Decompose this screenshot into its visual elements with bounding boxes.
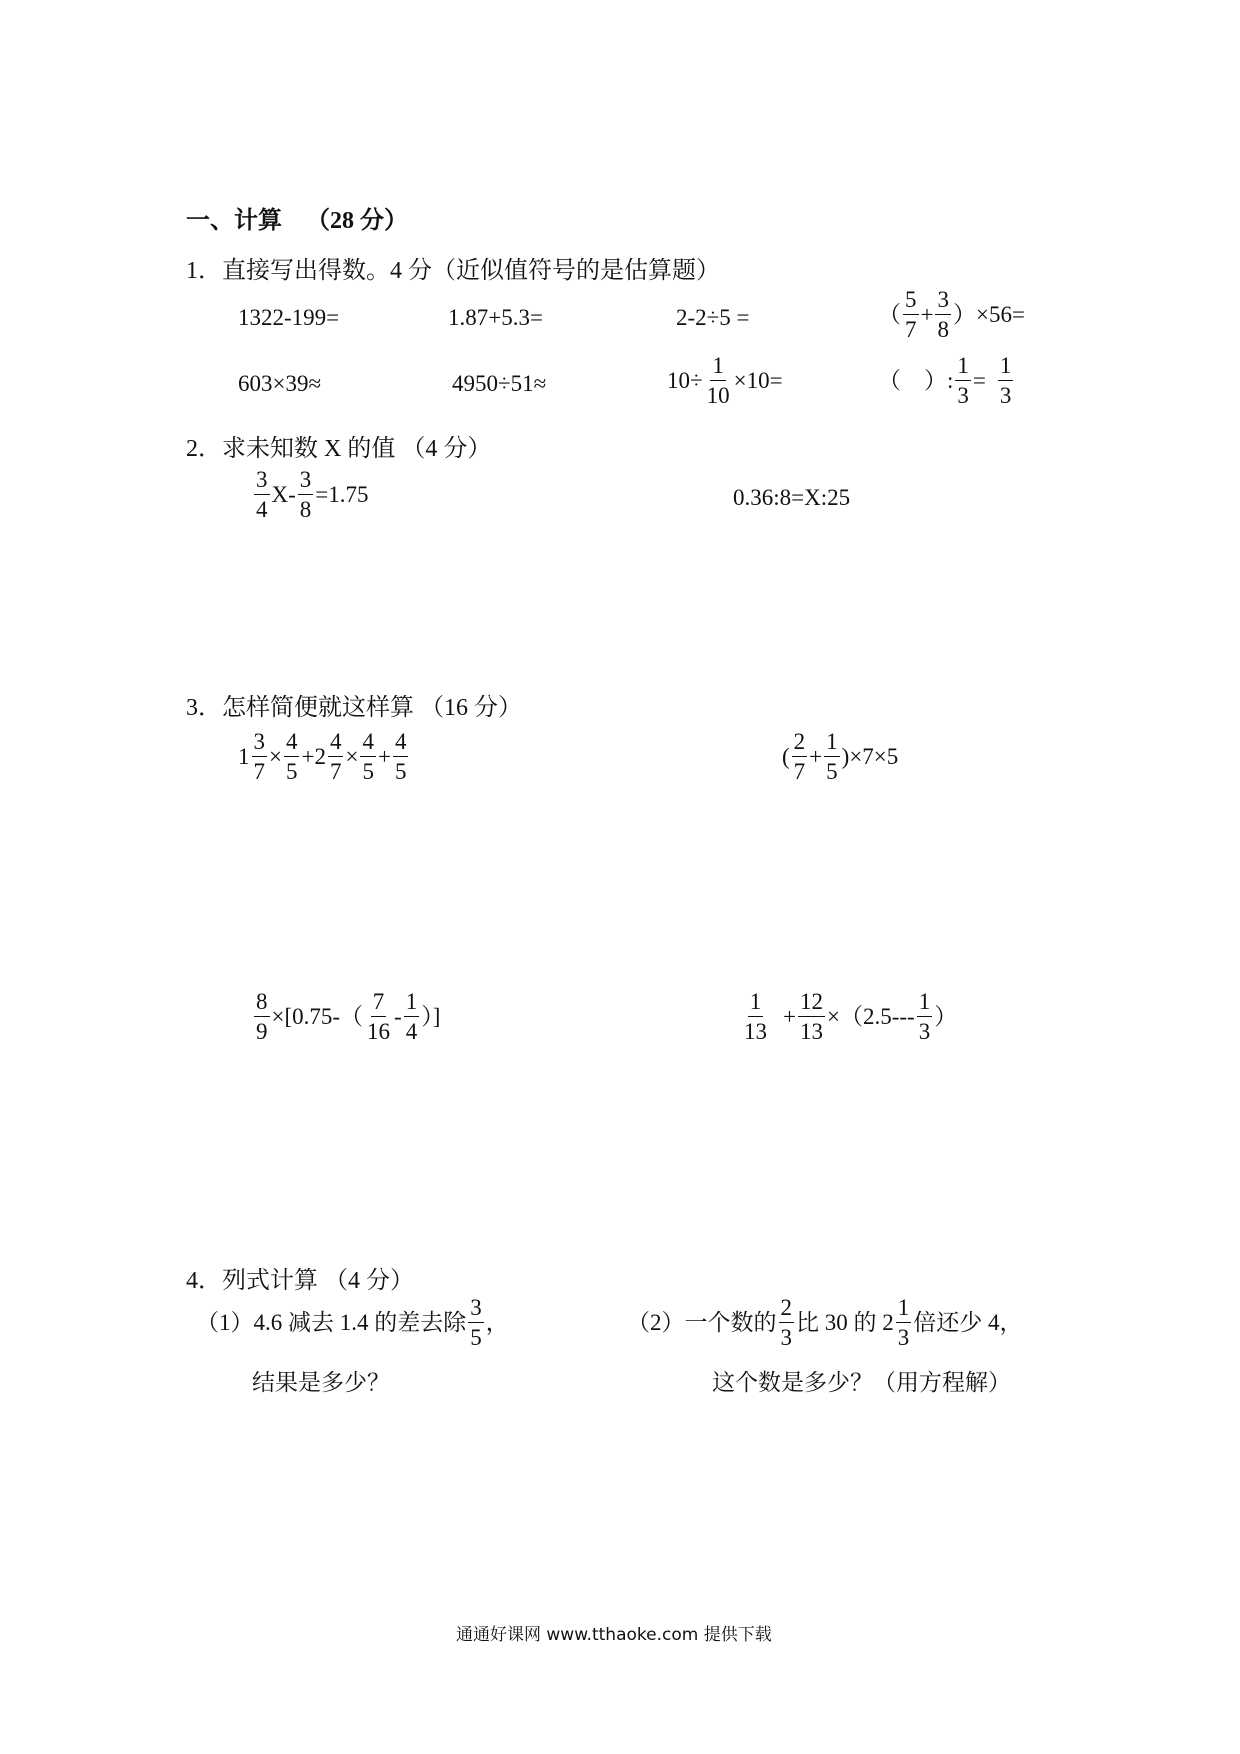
denominator: 7 [905,317,917,342]
denominator: 16 [367,1019,391,1044]
fraction [365,990,392,1043]
numerator: 4 [393,730,409,757]
expression-mid: ×（2.5--- [826,1004,915,1029]
expression-tail: ） [934,1004,958,1029]
q3-expression-2 [782,730,898,783]
fraction [824,730,840,783]
numerator: 3 [468,1296,484,1323]
denominator: 5 [362,759,374,784]
denominator: 3 [999,383,1012,408]
q1-heading: 1．直接写出得数。4 分（近似值符号的是估算题） [186,258,720,284]
expression-mid: X- [271,482,296,507]
paren-open: （ [878,302,901,327]
numerator: 1 [917,990,933,1017]
fraction [393,730,409,783]
fraction [798,990,825,1043]
q4-heading: 4．列式计算 （4 分） [186,1268,414,1294]
numerator: 3 [298,468,314,495]
fraction [328,730,344,783]
q4-problem-1-line2: 结果是多少？ [252,1370,390,1395]
expression-head: 10÷ [667,368,703,393]
whole-number: 1 [238,744,250,769]
q1-item-2: 1.87+5.3= [448,305,543,330]
q4-problem-2-line2: 这个数是多少？（用方程解） [712,1370,1011,1395]
fraction [742,990,769,1043]
q3-expression-1 [238,730,410,783]
fraction [254,990,270,1043]
fraction [998,354,1014,407]
fraction [254,468,270,521]
denominator: 4 [256,497,268,522]
numerator: 4 [360,730,376,757]
q2-equation-1 [252,468,369,521]
denominator: 8 [299,497,312,522]
operator: = [972,368,986,393]
operator: × [269,744,282,769]
fraction [792,730,808,783]
numerator: 4 [284,730,300,757]
expression-tail: ×10= [733,368,783,393]
denominator: 9 [256,1019,268,1044]
q1-item-6: 4950÷51≈ [452,371,547,396]
expression-tail: ）×56= [952,302,1025,327]
numerator: 1 [404,990,420,1017]
numerator: 1 [896,1296,912,1323]
q1-item-8 [878,354,1015,407]
q2-equation-2: 0.36:8=X:25 [733,485,851,510]
fraction [955,354,971,407]
operator: : [947,368,954,393]
problem-text: 倍还少 4， [913,1310,1023,1335]
numerator: 2 [779,1296,795,1323]
fraction [468,1296,484,1349]
numerator: 12 [798,990,825,1017]
fraction [705,354,732,407]
expression-tail: ）] [421,1004,441,1029]
numerator: 3 [935,288,951,315]
section-title-text: 一、计算 [186,208,282,234]
fraction [284,730,300,783]
problem-text: ， [485,1310,509,1335]
expression-tail: =1.75 [315,482,369,507]
fraction [779,1296,795,1349]
denominator: 8 [937,317,949,342]
denominator: 5 [394,759,407,784]
denominator: 3 [897,1325,910,1350]
fraction [360,730,376,783]
denominator: 3 [957,383,969,408]
fraction [298,468,314,521]
numerator: 3 [254,468,270,495]
denominator: 7 [253,759,265,784]
numerator: 3 [252,730,268,757]
denominator: 10 [706,383,730,408]
denominator: 13 [744,1019,767,1044]
footer-text: 通通好课网 www.tthaoke.com 提供下载 [456,1625,772,1645]
problem-text: （1）4.6 减去 1.4 的差去除 [196,1310,467,1335]
denominator: 5 [826,759,838,784]
q1-item-3: 2-2÷5 = [676,305,750,330]
denominator: 4 [405,1019,418,1044]
q1-item-4 [878,288,1025,341]
operator: × [345,744,359,769]
answer-blank: （ ） [878,368,947,393]
numerator: 1 [748,990,764,1017]
numerator: 1 [955,354,971,381]
q4-problem-1 [196,1296,509,1349]
denominator: 5 [470,1325,482,1350]
denominator: 13 [799,1019,823,1044]
q3-expression-3 [252,990,440,1043]
operator: + [809,744,823,769]
problem-text: （2）一个数的 [627,1310,777,1335]
paren-open: ( [782,744,790,769]
numerator: 1 [824,730,840,757]
numerator: 8 [254,990,270,1017]
operator: +2 [301,744,326,769]
numerator: 1 [998,354,1014,381]
q1-item-1: 1322-199= [238,305,340,330]
fraction [252,730,268,783]
denominator: 5 [285,759,298,784]
q4-problem-2 [627,1296,1023,1349]
q1-item-5: 603×39≈ [238,371,322,396]
operator: + [920,302,934,327]
fraction [917,990,933,1043]
q1-item-7 [667,354,783,407]
operator: - [394,1004,402,1029]
denominator: 3 [780,1325,792,1350]
numerator: 4 [328,730,344,757]
denominator: 3 [918,1019,931,1044]
operator: + [783,1004,796,1029]
denominator: 7 [329,759,342,784]
fraction [896,1296,912,1349]
q3-expression-4 [740,990,957,1043]
expression-tail: )×7×5 [841,744,899,769]
fraction [903,288,919,341]
q3-heading: 3．怎样简便就这样算 （16 分） [186,695,522,721]
problem-text: 比 30 的 2 [796,1310,894,1335]
q2-heading: 2．求未知数 X 的值 （4 分） [186,436,492,462]
numerator: 7 [371,990,387,1017]
section-title [186,200,408,235]
numerator: 2 [792,730,808,757]
fraction [404,990,420,1043]
operator: + [377,744,391,769]
fraction [935,288,951,341]
numerator: 5 [903,288,919,315]
denominator: 7 [793,759,806,784]
numerator: 1 [710,354,726,381]
expression-mid: ×[0.75-（ [271,1004,364,1029]
section-score: （28 分） [306,208,408,234]
